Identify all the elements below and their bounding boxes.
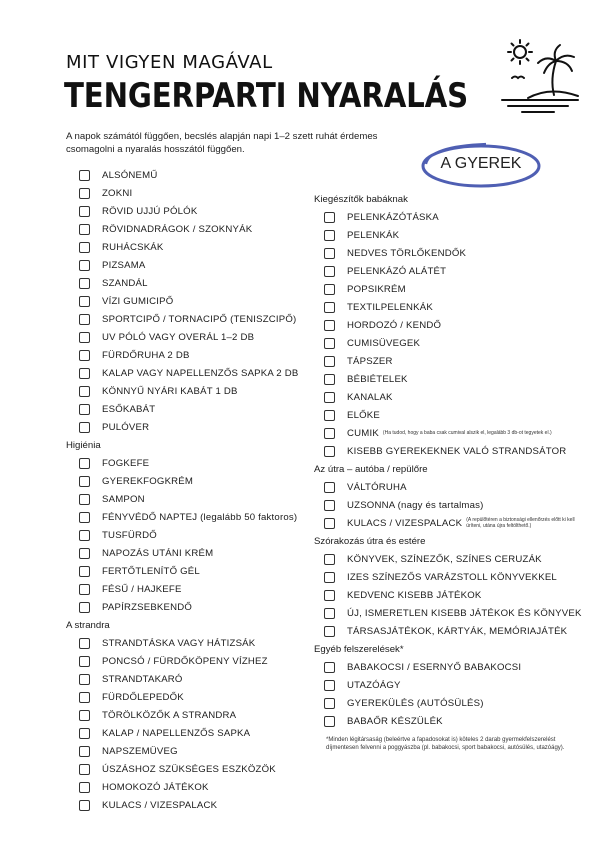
checkbox[interactable] (79, 800, 90, 811)
page-subtitle: MIT VIGYEN MAGÁVAL (66, 52, 273, 73)
checkbox[interactable] (324, 230, 335, 241)
item-label: NAPSZEMÜVEG (102, 745, 178, 757)
page-title: TENGERPARTI NYARALÁS (64, 76, 468, 116)
checkbox[interactable] (79, 728, 90, 739)
checkbox[interactable] (324, 608, 335, 619)
list-item (314, 334, 584, 352)
list-item (66, 238, 316, 256)
list-item (314, 226, 584, 244)
checkbox[interactable] (79, 368, 90, 379)
item-label: SAMPON (102, 493, 145, 505)
list-item (66, 184, 316, 202)
checkbox[interactable] (324, 446, 335, 457)
left-checklist-column (66, 166, 316, 814)
item-label: NEDVES TÖRLŐKENDŐK (347, 247, 467, 259)
item-label: KALAP / NAPELLENZŐS SAPKA (102, 727, 251, 739)
list-item (66, 400, 316, 418)
list-item (66, 274, 316, 292)
list-item (314, 370, 584, 388)
item-label: SZANDÁL (102, 277, 148, 289)
list-item (66, 670, 316, 688)
list-item (314, 406, 584, 424)
checkbox[interactable] (324, 248, 335, 259)
intro-text: A napok számától függően, becslés alapján napi 1–2 szett ruhát érdemes csomagolni a nyaralás hosszától függően. (66, 131, 378, 155)
item-label: KÖNYVEK, SZÍNEZŐK, SZÍNES CERUZÁK (347, 553, 542, 565)
checkbox[interactable] (324, 392, 335, 403)
item-label: TÁPSZER (347, 355, 393, 367)
item-label: KULACS / VIZESPALACK (347, 517, 463, 529)
item-label: RÖVIDNADRÁGOK / SZOKNYÁK (102, 223, 253, 235)
item-label: STRANDTAKARÓ (102, 673, 183, 685)
checkbox[interactable] (324, 320, 335, 331)
checkbox[interactable] (79, 602, 90, 613)
list-item (314, 658, 584, 676)
list-item (314, 388, 584, 406)
section-heading-fun: Szórakozás útra és estére (314, 535, 426, 547)
checkbox[interactable] (79, 764, 90, 775)
checkbox[interactable] (324, 716, 335, 727)
item-label: PELENKÁZÓ ALÁTÉT (347, 265, 447, 277)
checkbox[interactable] (79, 530, 90, 541)
list-item (66, 472, 316, 490)
checkbox[interactable] (79, 188, 90, 199)
list-item (314, 514, 584, 532)
list-item (66, 166, 316, 184)
section-heading-babies: Kiegészítők babáknak (314, 193, 408, 205)
item-label: PIZSAMA (102, 259, 146, 271)
checkbox[interactable] (324, 554, 335, 565)
checkbox[interactable] (324, 338, 335, 349)
checkbox[interactable] (324, 284, 335, 295)
item-label: VÁLTÓRUHA (347, 481, 407, 493)
item-label: BÉBIÉTELEK (347, 373, 408, 385)
section-heading-hygiene: Higiénia (66, 439, 101, 451)
list-item (66, 544, 316, 562)
checkbox[interactable] (324, 374, 335, 385)
list-item (314, 352, 584, 370)
checkbox[interactable] (324, 212, 335, 223)
list-item (66, 724, 316, 742)
section-heading-other: Egyéb felszerelések* (314, 643, 404, 655)
list-item (314, 550, 584, 568)
badge-label: A GYEREK (440, 155, 522, 172)
item-label: UTAZÓÁGY (347, 679, 401, 691)
item-label: TUSFÜRDŐ (102, 529, 157, 541)
checkbox[interactable] (324, 500, 335, 511)
checkbox[interactable] (324, 572, 335, 583)
item-label: FÜRDŐLEPEDŐK (102, 691, 184, 703)
list-item (66, 310, 316, 328)
list-item (66, 688, 316, 706)
list-item (314, 604, 584, 622)
item-label: SPORTCIPŐ / TORNACIPŐ (TENISZCIPŐ) (102, 313, 297, 325)
checkbox[interactable] (324, 680, 335, 691)
item-label: STRANDTÁSKA VAGY HÁTIZSÁK (102, 637, 256, 649)
list-item (314, 712, 584, 730)
list-item (314, 298, 584, 316)
item-label: PONCSÓ / FÜRDŐKÖPENY VÍZHEZ (102, 655, 268, 667)
checkbox[interactable] (79, 782, 90, 793)
list-item (314, 316, 584, 334)
list-item (66, 202, 316, 220)
checkbox[interactable] (79, 224, 90, 235)
checkbox[interactable] (79, 548, 90, 559)
checkbox[interactable] (79, 710, 90, 721)
section-heading-beach: A strandra (66, 619, 110, 631)
checkbox[interactable] (324, 302, 335, 313)
sun-and-island-icon (498, 38, 580, 118)
checkbox[interactable] (79, 494, 90, 505)
list-item (314, 262, 584, 280)
checkbox[interactable] (79, 296, 90, 307)
item-label: ÚJ, ISMERETLEN KISEBB JÁTÉKOK ÉS KÖNYVEK (347, 607, 582, 619)
list-item (66, 220, 316, 238)
list-item (314, 694, 584, 712)
item-label: VÍZI GUMICIPŐ (102, 295, 174, 307)
checkbox[interactable] (79, 260, 90, 271)
item-label: ZOKNI (102, 187, 133, 199)
checkbox[interactable] (79, 566, 90, 577)
checkbox[interactable] (324, 410, 335, 421)
item-label: HORDOZÓ / KENDŐ (347, 319, 442, 331)
list-item (314, 424, 584, 442)
list-item (66, 796, 316, 814)
checkbox[interactable] (79, 170, 90, 181)
item-label: PELENKÁZÓTÁSKA (347, 211, 439, 223)
list-item (66, 256, 316, 274)
checkbox[interactable] (79, 206, 90, 217)
item-label: BABAKOCSI / ESERNYŐ BABAKOCSI (347, 661, 522, 673)
item-label: PULÓVER (102, 421, 150, 433)
item-label: GYEREKFOGKRÉM (102, 475, 194, 487)
list-item (66, 328, 316, 346)
list-item (66, 508, 316, 526)
list-item (314, 622, 584, 640)
item-label: CUMISÜVEGEK (347, 337, 421, 349)
checkbox[interactable] (79, 404, 90, 415)
item-label: FÉNYVÉDŐ NAPTEJ (legalább 50 faktoros) (102, 511, 298, 523)
list-item (314, 478, 584, 496)
list-item (314, 676, 584, 694)
item-label: HOMOKOZÓ JÁTÉKOK (102, 781, 209, 793)
checkbox[interactable] (79, 278, 90, 289)
list-item (66, 760, 316, 778)
checkbox[interactable] (79, 656, 90, 667)
item-label: NAPOZÁS UTÁNI KRÉM (102, 547, 214, 559)
item-label: IZES SZÍNEZŐS VARÁZSTOLL KÖNYVEKKEL (347, 571, 557, 583)
item-label: PELENKÁK (347, 229, 400, 241)
list-item (66, 526, 316, 544)
item-label: TÖRÖLKÖZŐK A STRANDRA (102, 709, 237, 721)
checkbox[interactable] (324, 356, 335, 367)
list-item (66, 634, 316, 652)
list-item (66, 580, 316, 598)
item-label: KÖNNYŰ NYÁRI KABÁT 1 DB (102, 385, 238, 397)
item-label: ALSÓNEMŰ (102, 169, 158, 181)
item-label: FOGKEFE (102, 457, 150, 469)
item-label: FÉSŰ / HAJKEFE (102, 583, 182, 595)
section-heading-travel: Az útra – autóba / repülőre (314, 463, 428, 475)
list-item (66, 364, 316, 382)
item-label: RÖVID UJJÚ PÓLÓK (102, 205, 198, 217)
checkbox[interactable] (79, 458, 90, 469)
footnote: *Minden légitársaság (beleértve a fapadosokat is) köteles 2 darab gyermekfelszerelést díjmentesen felvenni a poggyászba (pl. babakocsi, sport babakocsi, autósülés, utazóágy). (326, 737, 565, 751)
item-label: KANALAK (347, 391, 393, 403)
item-label: ÚSZÁSHOZ SZÜKSÉGES ESZKÖZÖK (102, 763, 276, 775)
list-item (314, 496, 584, 514)
audience-badge (418, 142, 544, 190)
list-item (66, 706, 316, 724)
checkbox[interactable] (324, 626, 335, 637)
item-label: KALAP VAGY NAPELLENZŐS SAPKA 2 DB (102, 367, 299, 379)
checkbox[interactable] (79, 242, 90, 253)
item-label: FÜRDŐRUHA 2 DB (102, 349, 190, 361)
list-item (66, 490, 316, 508)
item-label: ELŐKE (347, 409, 380, 421)
list-item (314, 208, 584, 226)
list-item (314, 568, 584, 586)
item-label: KEDVENC KISEBB JÁTÉKOK (347, 589, 482, 601)
item-note: (A repülőtéren a biztonsági ellenőrzés előtt ki kell üríteni, utána újra feltölthető.) (466, 517, 575, 529)
item-label: POPSIKRÉM (347, 283, 406, 295)
checkbox[interactable] (324, 662, 335, 673)
item-label: KISEBB GYEREKEKNEK VALÓ STRANDSÁTOR (347, 445, 567, 457)
list-item (66, 598, 316, 616)
checkbox[interactable] (79, 746, 90, 757)
checkbox[interactable] (324, 590, 335, 601)
list-item (66, 418, 316, 436)
list-item (66, 346, 316, 364)
checkbox[interactable] (79, 422, 90, 433)
list-item (66, 742, 316, 760)
item-label: BABAŐR KÉSZÜLÉK (347, 715, 443, 727)
checkbox[interactable] (79, 674, 90, 685)
item-label: UZSONNA (nagy és tartalmas) (347, 499, 484, 511)
list-item (66, 652, 316, 670)
checkbox[interactable] (79, 584, 90, 595)
list-item (314, 244, 584, 262)
list-item (314, 280, 584, 298)
list-item (66, 382, 316, 400)
checkbox[interactable] (79, 332, 90, 343)
item-label: UV PÓLÓ VAGY OVERÁL 1–2 DB (102, 331, 255, 343)
list-item (66, 562, 316, 580)
checkbox[interactable] (324, 482, 335, 493)
item-label: CUMIK (347, 427, 379, 439)
list-item (66, 292, 316, 310)
checkbox[interactable] (79, 350, 90, 361)
right-checklist-column (314, 190, 584, 730)
checkbox[interactable] (79, 638, 90, 649)
item-label: ESŐKABÁT (102, 403, 156, 415)
checkbox[interactable] (79, 512, 90, 523)
checkbox[interactable] (79, 314, 90, 325)
checkbox[interactable] (79, 386, 90, 397)
item-label: PAPÍRZSEBKENDŐ (102, 601, 193, 613)
item-label: KULACS / VIZESPALACK (102, 799, 218, 811)
checkbox[interactable] (324, 698, 335, 709)
item-label: GYEREKÜLÉS (AUTÓSÜLÉS) (347, 697, 484, 709)
list-item (314, 586, 584, 604)
item-label: RUHÁCSKÁK (102, 241, 164, 253)
item-label: TEXTILPELENKÁK (347, 301, 433, 313)
checkbox[interactable] (324, 428, 335, 439)
item-note: (Ha tudod, hogy a baba csak cumival alszik el, legalább 3 db-ot tegyetek el.) (382, 430, 552, 436)
checkbox[interactable] (79, 476, 90, 487)
checkbox[interactable] (324, 518, 335, 529)
list-item (314, 442, 584, 460)
list-item (66, 454, 316, 472)
list-item (66, 778, 316, 796)
checkbox[interactable] (79, 692, 90, 703)
item-label: FERTŐTLENÍTŐ GÉL (102, 565, 200, 577)
item-label: TÁRSASJÁTÉKOK, KÁRTYÁK, MEMÓRIAJÁTÉK (347, 625, 568, 637)
checkbox[interactable] (324, 266, 335, 277)
